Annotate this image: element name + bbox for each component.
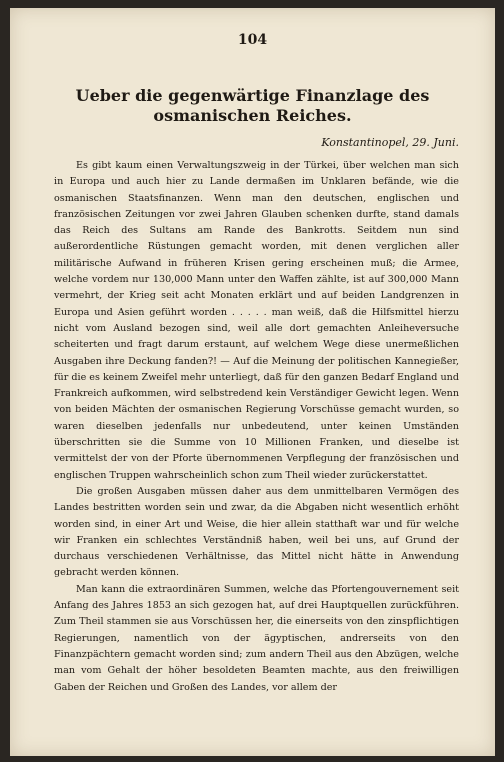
page-number: 104 — [237, 32, 268, 48]
paragraph: Die großen Ausgaben müssen daher aus dem unmittelbaren Vermögen des Landes bestritten worden sein und zwar, da die Abgaben nicht wesentlich erhöht worden sind, in einer Art und Weise, die hier allein statthaft war und für welche wir Franken ein schlechtes Verständniß haben, weil bei uns, auf Grund der durchaus verschiedenen Verhältnisse, das Mittel nicht hätte in Anwendung gebracht werden können. — [54, 485, 459, 579]
paragraph: Man kann die extraordinären Summen, welche das Pfortengouvernement seit Anfang des Jahres 1853 an sich gezogen hat, auf drei Hauptquellen zurückführen. Zum Theil stammen sie aus Vorschüssen her, die einerseits von den zinspflichtigen Regierungen, namentlich von der ägyptischen, andrerseits von den Finanzpächtern gemacht worden sind; zum andern Theil aus den Abzügen, welche man vom Gehalt der höher besoldeten Beamten machte, aus den freiwilligen Gaben der Reichen und Großen des Landes, vor allem der — [54, 583, 459, 693]
dateline: Konstantinopel, 29. Juni. — [321, 136, 459, 149]
paragraph: Es gibt kaum einen Verwaltungszweig in der Türkei, über welchen man sich in Europa und auch hier zu Lande dermaßen im Unklaren befände, wie die osmanischen Staatsfinanzen. Wenn man den deutschen, englischen und französischen Zeitungen vor zwei Jahren Glauben schenken durfte, stand damals das Reich des Sultans am Rande des Bankrotts. Seitdem nun sind außerordentliche Rüstungen gemacht worden, mit denen verglichen aller militärische Aufwand in früheren Krisen gering erscheinen muß; die Armee, welche vordem nur 130,000 Mann unter den Waffen zählte, ist auf 300,000 Mann vermehrt, der Krieg seit acht Monaten erklärt und auf beiden Landgrenzen in Europa und Asien geführt worden . . . . . man weiß, daß die Hilfsmittel hierzu nicht vom Ausland bezogen sind, weil alle dort gemachten Anleiheversuche scheiterten und fragt darum erstaunt, auf welchem Wege diese unermeßlichen Ausgaben ihre Deckung fanden?! — Auf die Meinung der politischen Kannegießer, für die es keinem Zweifel mehr unterliegt, daß für den ganzen Bedarf England und Frankreich aufkommen, wird selbstredend kein Verständiger Gewicht legen. Wenn von beiden Mächten der osmanischen Regierung Vorschüsse gemacht wurden, so waren dieselben jedenfalls nur unbedeutend, unter keinen Umständen überschritten sie die Summe von 10 Millionen Franken, und dieselbe ist vermittelst der von der Pforte übernommenen Verpflegung der französischen und englischen Truppen wahrscheinlich schon zum Theil wieder zurückerstattet. — [54, 160, 459, 481]
book-page — [10, 8, 495, 756]
article-title: Ueber die gegenwärtige Finanzlage des osmanischen Reiches. — [75, 86, 430, 125]
article-body — [54, 158, 459, 696]
